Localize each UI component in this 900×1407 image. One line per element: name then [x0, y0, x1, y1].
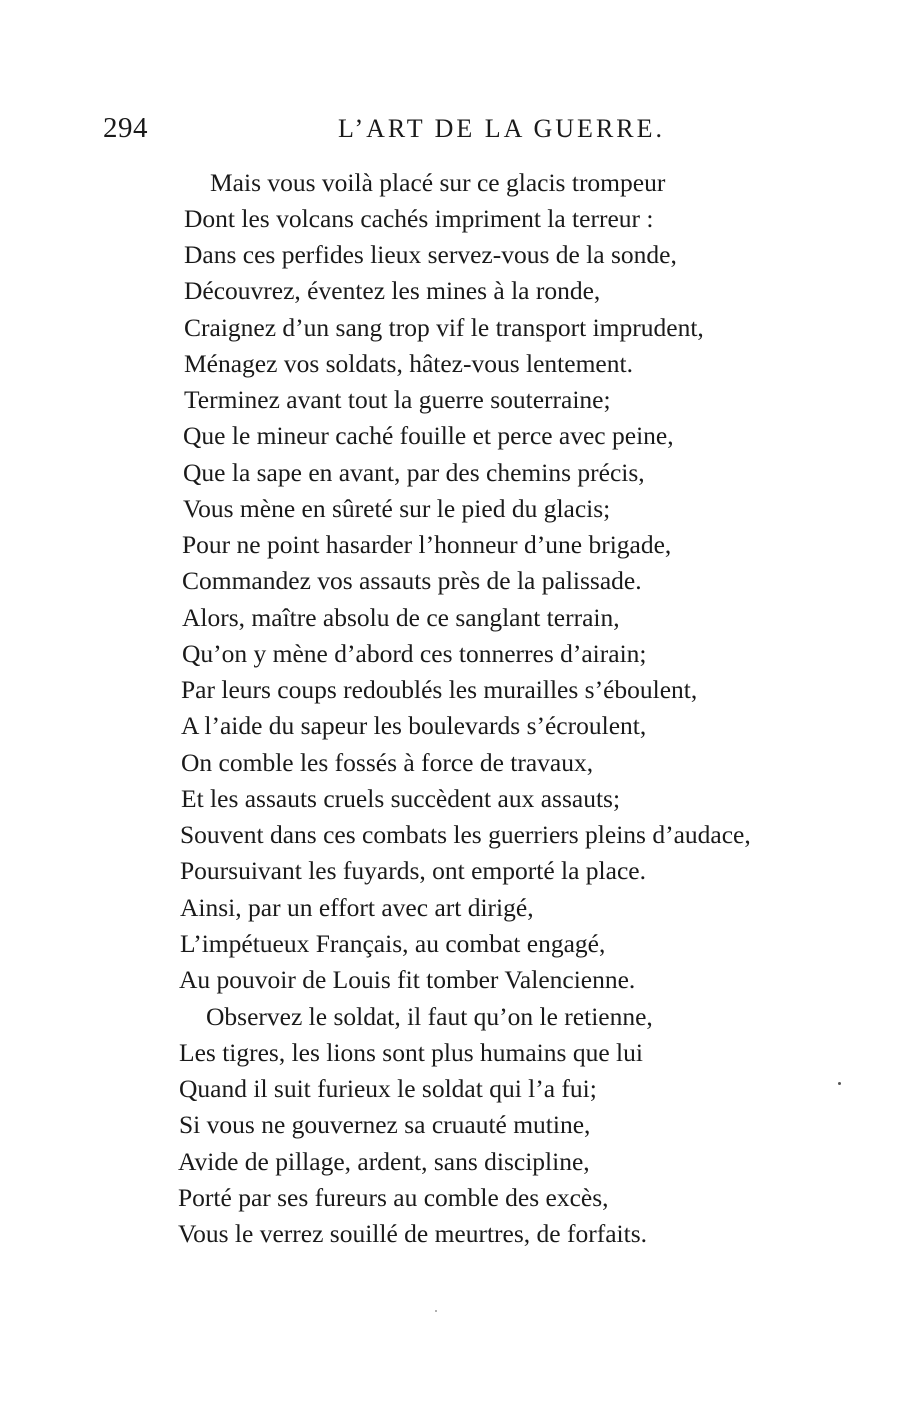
verse-line: Dont les volcans cachés impriment la terreur : — [184, 204, 654, 233]
verse-line: Craignez d’un sang trop vif le transport imprudent, — [184, 313, 704, 342]
verse-line: Que le mineur caché fouille et perce avec peine, — [183, 421, 674, 450]
verse-line: Mais vous voilà placé sur ce glacis trompeur — [210, 168, 666, 197]
verse-line: Poursuivant les fuyards, ont emporté la place. — [180, 856, 646, 885]
verse-line: Au pouvoir de Louis fit tomber Valencienne. — [179, 965, 636, 994]
verse-line: Les tigres, les lions sont plus humains que lui — [179, 1038, 643, 1067]
running-title: L’ART DE LA GUERRE. — [338, 114, 666, 143]
ink-speck — [838, 1082, 841, 1085]
verse-line: Observez le soldat, il faut qu’on le retienne, — [206, 1002, 653, 1031]
verse-line: Et les assauts cruels succèdent aux assauts; — [181, 784, 621, 813]
verse-line: Ainsi, par un effort avec art dirigé, — [180, 893, 534, 922]
verse-line: Alors, maître absolu de ce sanglant terrain, — [182, 603, 620, 632]
ink-speck — [435, 1310, 437, 1312]
verse-line: Pour ne point hasarder l’honneur d’une brigade, — [182, 530, 672, 559]
verse-line: On comble les fossés à force de travaux, — [181, 748, 594, 777]
verse-line: Ménagez vos soldats, hâtez-vous lentement. — [184, 349, 633, 378]
verse-line: Vous le verrez souillé de meurtres, de forfaits. — [178, 1219, 647, 1248]
verse-line: Dans ces perfides lieux servez-vous de la sonde, — [184, 240, 677, 269]
page-number: 294 — [103, 112, 148, 144]
verse-line: Découvrez, éventez les mines à la ronde, — [184, 276, 601, 305]
verse-line: Souvent dans ces combats les guerriers pleins d’audace, — [180, 820, 751, 849]
verse-line: Quand il suit furieux le soldat qui l’a fui; — [179, 1074, 597, 1103]
verse-line: L’impétueux Français, au combat engagé, — [180, 929, 606, 958]
verse-line: Par leurs coups redoublés les murailles s’éboulent, — [181, 675, 698, 704]
verse-line: Terminez avant tout la guerre souterraine; — [184, 385, 611, 414]
verse-line: Si vous ne gouvernez sa cruauté mutine, — [179, 1110, 591, 1139]
verse-line: Que la sape en avant, par des chemins précis, — [183, 458, 645, 487]
verse-line: A l’aide du sapeur les boulevards s’écroulent, — [181, 711, 647, 740]
verse-line: Commandez vos assauts près de la palissade. — [182, 566, 642, 595]
verse-line: Porté par ses fureurs au comble des excès, — [178, 1183, 609, 1212]
verse-line: Qu’on y mène d’abord ces tonnerres d’airain; — [182, 639, 647, 668]
page-header — [0, 112, 900, 152]
verse-line: Avide de pillage, ardent, sans discipline, — [178, 1147, 590, 1176]
verse-line: Vous mène en sûreté sur le pied du glacis; — [183, 494, 611, 523]
